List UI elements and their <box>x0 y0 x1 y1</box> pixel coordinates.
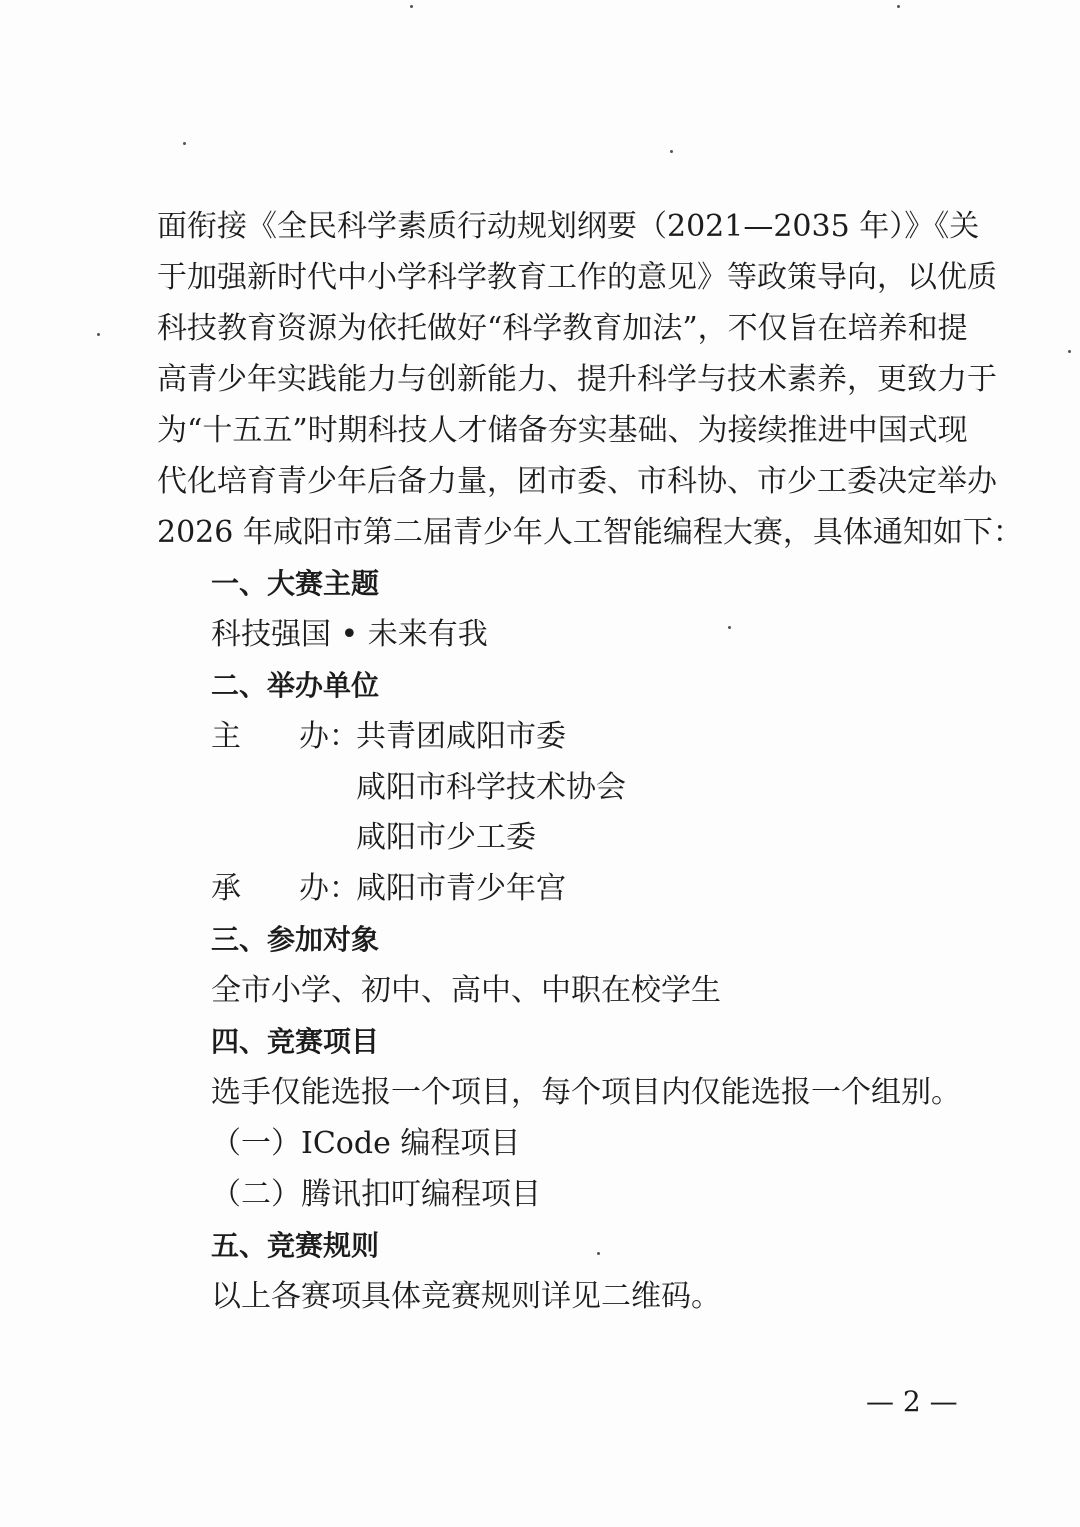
intro-line: 面衔接《全民科学素质行动规划纲要（2021—2035 年）》《关 <box>157 209 980 244</box>
intro-line: 为“十五五”时期科技人才储备夯实基础、为接续推进中国式现 <box>157 413 968 448</box>
scan-speck <box>1068 350 1071 353</box>
intro-line: 代化培育青少年后备力量，团市委、市科协、市少工委决定举办 <box>157 464 997 499</box>
participants-text: 全市小学、初中、高中、中职在校学生 <box>211 973 721 1008</box>
host-label-first: 主 <box>211 719 241 754</box>
event-item: （一）ICode 编程项目 <box>211 1126 521 1161</box>
scan-speck <box>597 1252 600 1255</box>
undertaker-organization: 咸阳市青少年宫 <box>356 871 566 906</box>
scan-speck <box>897 5 900 8</box>
section-heading-events: 四、竞赛项目 <box>211 1025 380 1058</box>
page-number: — 2 — <box>866 1385 958 1418</box>
section-heading-organizers: 二、举办单位 <box>211 669 380 702</box>
scan-speck <box>410 5 413 8</box>
event-item: （二）腾讯扣叮编程项目 <box>211 1177 541 1212</box>
host-organization: 共青团咸阳市委 <box>356 719 566 754</box>
undertaker-label <box>211 869 359 909</box>
section-heading-participants: 三、参加对象 <box>211 923 380 956</box>
intro-line: 2026 年咸阳市第二届青少年人工智能编程大赛，具体通知如下： <box>157 515 1023 550</box>
scan-speck <box>670 150 673 153</box>
undertaker-label-second: 办： <box>299 871 359 906</box>
undertaker-label-first: 承 <box>211 871 241 906</box>
host-organization: 咸阳市少工委 <box>356 820 536 855</box>
scan-speck <box>97 333 100 336</box>
intro-line: 高青少年实践能力与创新能力、提升科学与技术素养，更致力于 <box>157 362 997 397</box>
section-heading-theme: 一、大赛主题 <box>211 567 380 600</box>
host-label-second: 办： <box>299 719 359 754</box>
section-heading-rules: 五、竞赛规则 <box>211 1229 380 1262</box>
intro-line: 科技教育资源为依托做好“科学教育加法”，不仅旨在培养和提 <box>157 311 968 346</box>
intro-line: 于加强新时代中小学科学教育工作的意见》等政策导向，以优质 <box>157 260 997 295</box>
host-label <box>211 717 359 757</box>
events-text: 选手仅能选报一个项目，每个项目内仅能选报一个组别。 <box>211 1075 961 1110</box>
theme-text: 科技强国 • 未来有我 <box>211 617 488 652</box>
host-organization: 咸阳市科学技术协会 <box>356 770 626 805</box>
scan-speck <box>728 626 731 629</box>
rules-text: 以上各赛项具体竞赛规则详见二维码。 <box>211 1279 721 1314</box>
scan-speck <box>183 142 186 145</box>
